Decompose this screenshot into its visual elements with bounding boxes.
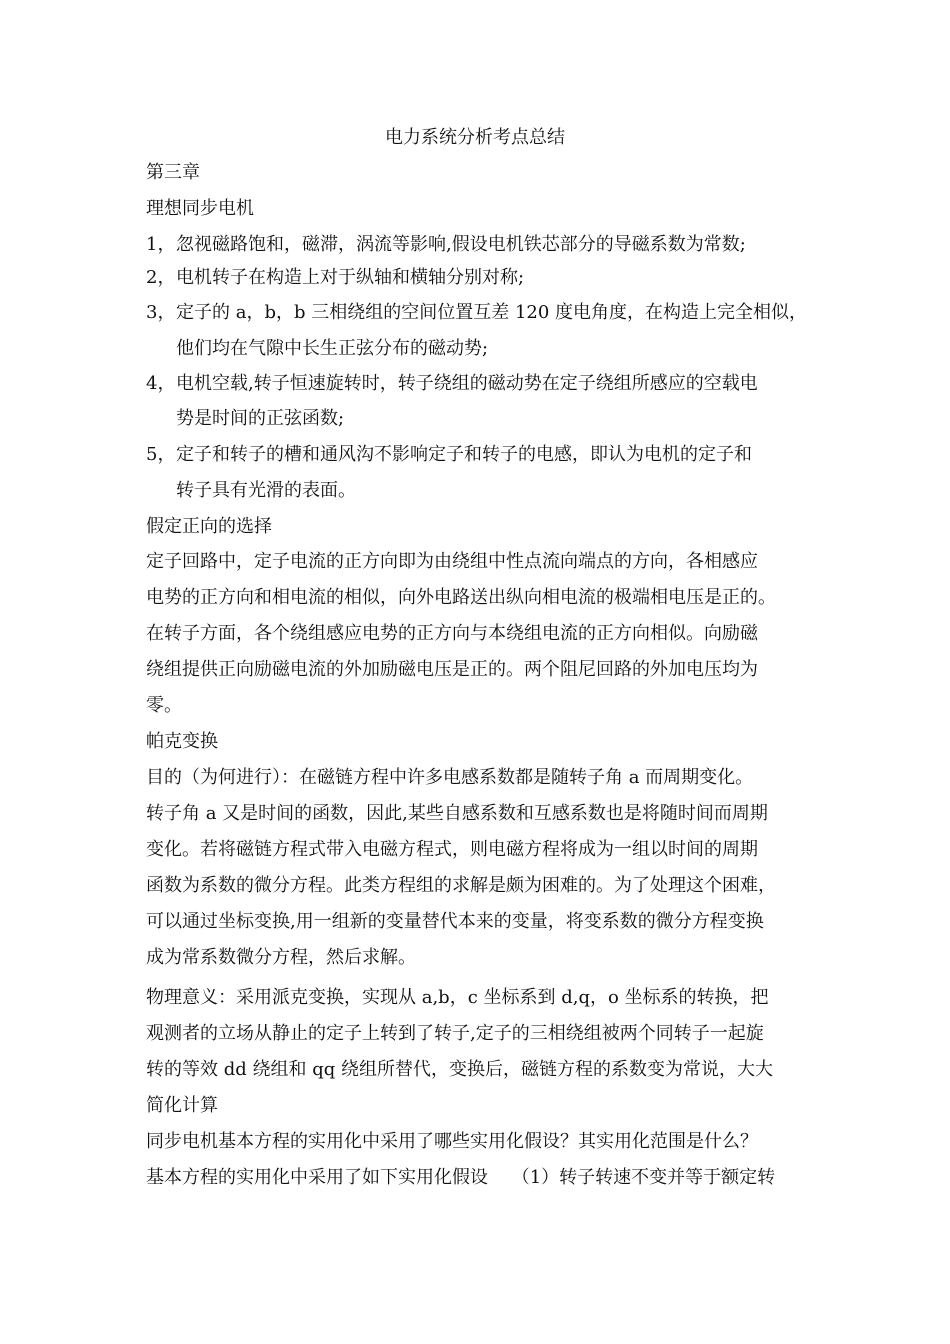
paragraph-line: 成为常系数微分方程，然后求解。 [146, 947, 416, 968]
paragraph-line: 观测者的立场从静止的定子上转到了转子,定子的三相绕组被两个同转子一起旋 [146, 1023, 764, 1044]
assumption-text: 定子的 a，b，b 三相绕组的空间位置互差 120 度电角度，在构造上完全相似， [176, 302, 808, 323]
assumption-text: 电机空载,转子恒速旋转时，转子绕组的磁动势在定子绕组所感应的空载电 [176, 373, 758, 394]
assumption-item [146, 301, 807, 325]
paragraph-line: 转的等效 dd 绕组和 qq 绕组所替代，变换后，磁链方程的系数变为常说，大大 [146, 1059, 773, 1080]
assumption-number: 1， [146, 234, 176, 255]
paragraph-line: 绕组提供正向励磁电流的外加励磁电压是正的。两个阻尼回路的外加电压均为 [146, 659, 758, 680]
section-heading-ideal-machine: 理想同步电机 [146, 198, 254, 219]
assumption-number: 2， [146, 267, 176, 288]
paragraph-line: 简化计算 [146, 1095, 218, 1116]
paragraph-line: 物理意义：采用派克变换，实现从 a,b，c 坐标系到 d,q，o 坐标系的转换，把 [146, 987, 769, 1008]
assumption-continuation: 势是时间的正弦函数; [176, 408, 345, 429]
paragraph-line: 可以通过坐标变换,用一组新的变量替代本来的变量，将变系数的微分方程变换 [146, 911, 764, 932]
assumption-number: 4， [146, 373, 176, 394]
assumption-item [146, 233, 746, 257]
assumption-number: 5， [146, 444, 176, 465]
assumption-text: 电机转子在构造上对于纵轴和横轴分别对称; [176, 267, 525, 288]
assumption-number: 3， [146, 302, 176, 323]
paragraph-line: 函数为系数的微分方程。此类方程组的求解是颇为困难的。为了处理这个困难， [146, 875, 776, 896]
assumption-continuation: 转子具有光滑的表面。 [176, 480, 356, 501]
paragraph-line: 定子回路中，定子电流的正方向即为由绕组中性点流向端点的方向，各相感应 [146, 551, 758, 572]
paragraph-line: 变化。若将磁链方程式带入电磁方程式，则电磁方程将成为一组以时间的周期 [146, 839, 758, 860]
assumption-item [146, 443, 752, 467]
assumption-item [146, 266, 524, 290]
section-heading-park: 帕克变换 [146, 731, 218, 752]
assumption-text: 定子和转子的槽和通风沟不影响定子和转子的电感，即认为电机的定子和 [176, 444, 752, 465]
assumption-item [146, 372, 758, 396]
assumption-text: 忽视磁路饱和，磁滞，涡流等影响,假设电机铁芯部分的导磁系数为常数; [176, 234, 746, 255]
paragraph-line: 同步电机基本方程的实用化中采用了哪些实用化假设？其实用化范围是什么？ [146, 1131, 758, 1152]
paragraph-line: 目的（为何进行）：在磁链方程中许多电感系数都是随转子角 a 而周期变化。 [146, 767, 754, 788]
section-heading-direction: 假定正向的选择 [146, 516, 272, 537]
chapter-heading: 第三章 [146, 162, 200, 183]
paragraph-line: 转子角 a 又是时间的函数，因此,某些自感系数和互感系数也是将随时间而周期 [146, 803, 768, 824]
assumption-continuation: 他们均在气隙中长生正弦分布的磁动势; [176, 338, 489, 359]
document-title: 电力系统分析考点总结 [385, 127, 565, 148]
paragraph-line: 基本方程的实用化中采用了如下实用化假设 （1）转子转速不变并等于额定转 [146, 1167, 776, 1188]
paragraph-line: 在转子方面，各个绕组感应电势的正方向与本绕组电流的正方向相似。向励磁 [146, 623, 758, 644]
paragraph-line: 电势的正方向和相电流的相似，向外电路送出纵向相电流的极端相电压是正的。 [146, 587, 776, 608]
paragraph-line: 零。 [146, 695, 182, 716]
